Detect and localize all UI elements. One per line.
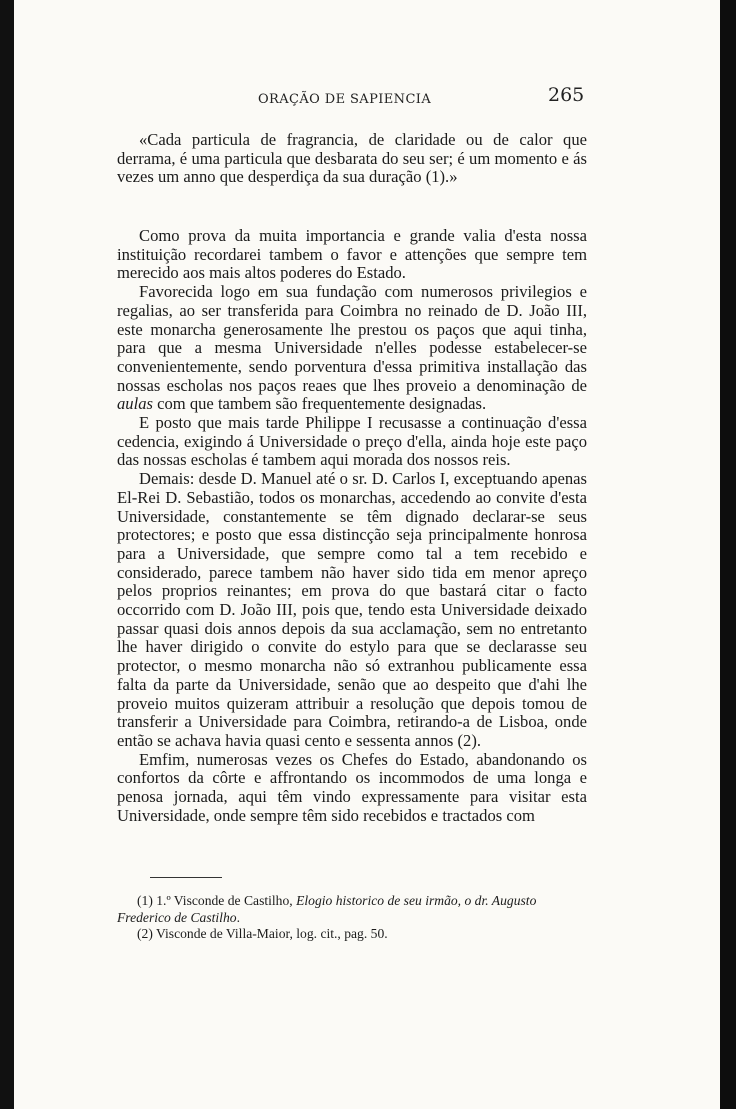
running-title: ORAÇÃO DE SAPIENCIA: [258, 92, 432, 107]
footnote-1-title: Elogio historico de seu irmão, o dr. Augusto Frederico de Castilho: [117, 893, 537, 925]
footnote-1: [117, 893, 587, 926]
paragraph-text: Favorecida logo em sua fundação com numerosos privilegios e regalias, ao ser transferida para Coimbra no reinado de D. João III, este monarcha generosamente lhe prestou os paços que aqui tinha, para que a mesma Universidade n'elles podesse estabelecer-se convenientemente, sendo porventura d'essa primitiva installação das nossas escholas nos paços reaes que lhes proveio a denominação de: [117, 282, 587, 395]
paragraph: E posto que mais tarde Philippe I recusasse a continuação d'essa cedencia, exigindo á Universidade o preço d'ella, ainda hoje este paço das nossas escholas é tambem aqui morada dos nossos reis.: [117, 413, 587, 470]
page-number: 265: [548, 84, 585, 106]
quotation-block: [117, 131, 587, 187]
paragraph: Emfim, numerosas vezes os Chefes do Estado, abandonando os confortos da côrte e affrontando os incommodos de uma longa e penosa jornada, aqui têm vindo expressamente para visitar esta Universidade, onde sempre têm sido recebidos e tractados com: [117, 749, 587, 825]
footnote-1-prefix: (1) 1.º Visconde de Castilho,: [137, 893, 297, 908]
page-header: [14, 84, 720, 114]
scan-right-edge: [720, 0, 736, 1109]
footnote-divider: [150, 877, 222, 878]
footnote-2: (2) Visconde de Villa-Maior, log. cit., pag. 50.: [137, 926, 388, 941]
scan-left-edge: [0, 0, 14, 1109]
book-page: [14, 0, 720, 1109]
paragraph: Como prova da muita importancia e grande valia d'esta nossa instituição recordarei tambem o favor e attenções que sempre tem merecido aos mais altos poderes do Estado.: [117, 226, 587, 283]
paragraph-text-tail: com que tambem são frequentemente designadas.: [152, 394, 487, 414]
paragraph: Demais: desde D. Manuel até o sr. D. Carlos I, exceptuando apenas El-Rei D. Sebastião, todos os monarchas, accedendo ao convite d'esta Universidade, constantemente se têm dignado declarar-se seus protectores; e posto que essa distincção seja principalmente honrosa para a Universidade, que sempre como tal a tem recebido e considerado, parece tambem não haver sido tida em menor apreço pelos proprios reinantes; em prova do que bastará citar o facto occorrido com D. João III, pois que, tendo esta Universidade deixado passar quasi dois annos depois da sua acclamação, sem no entretanto lhe haver dirigido o convite do estylo para que se declarasse seu protector, o mesmo monarcha não só extranhou publicamente essa falta da parte da Universidade, senão que ao despeito que d'ahi lhe proveio muitos quizeram attribuir a resolução que depois tomou de transferir a Universidade para Coimbra, retirando-a de Lisboa, onde então se achava havia quasi cento e sessenta annos (2).: [117, 469, 587, 750]
paragraph: [117, 283, 587, 414]
body-text: [117, 227, 587, 826]
quotation-paragraph: «Cada particula de fragrancia, de claridade ou de calor que derrama, é uma particula que desbarata do seu ser; é um momento e ás vezes um anno que desperdiça da sua duração (1).»: [117, 130, 587, 187]
italic-term: aulas: [117, 394, 153, 414]
footnote-1-suffix: .: [236, 909, 240, 925]
footnotes: [117, 893, 587, 943]
